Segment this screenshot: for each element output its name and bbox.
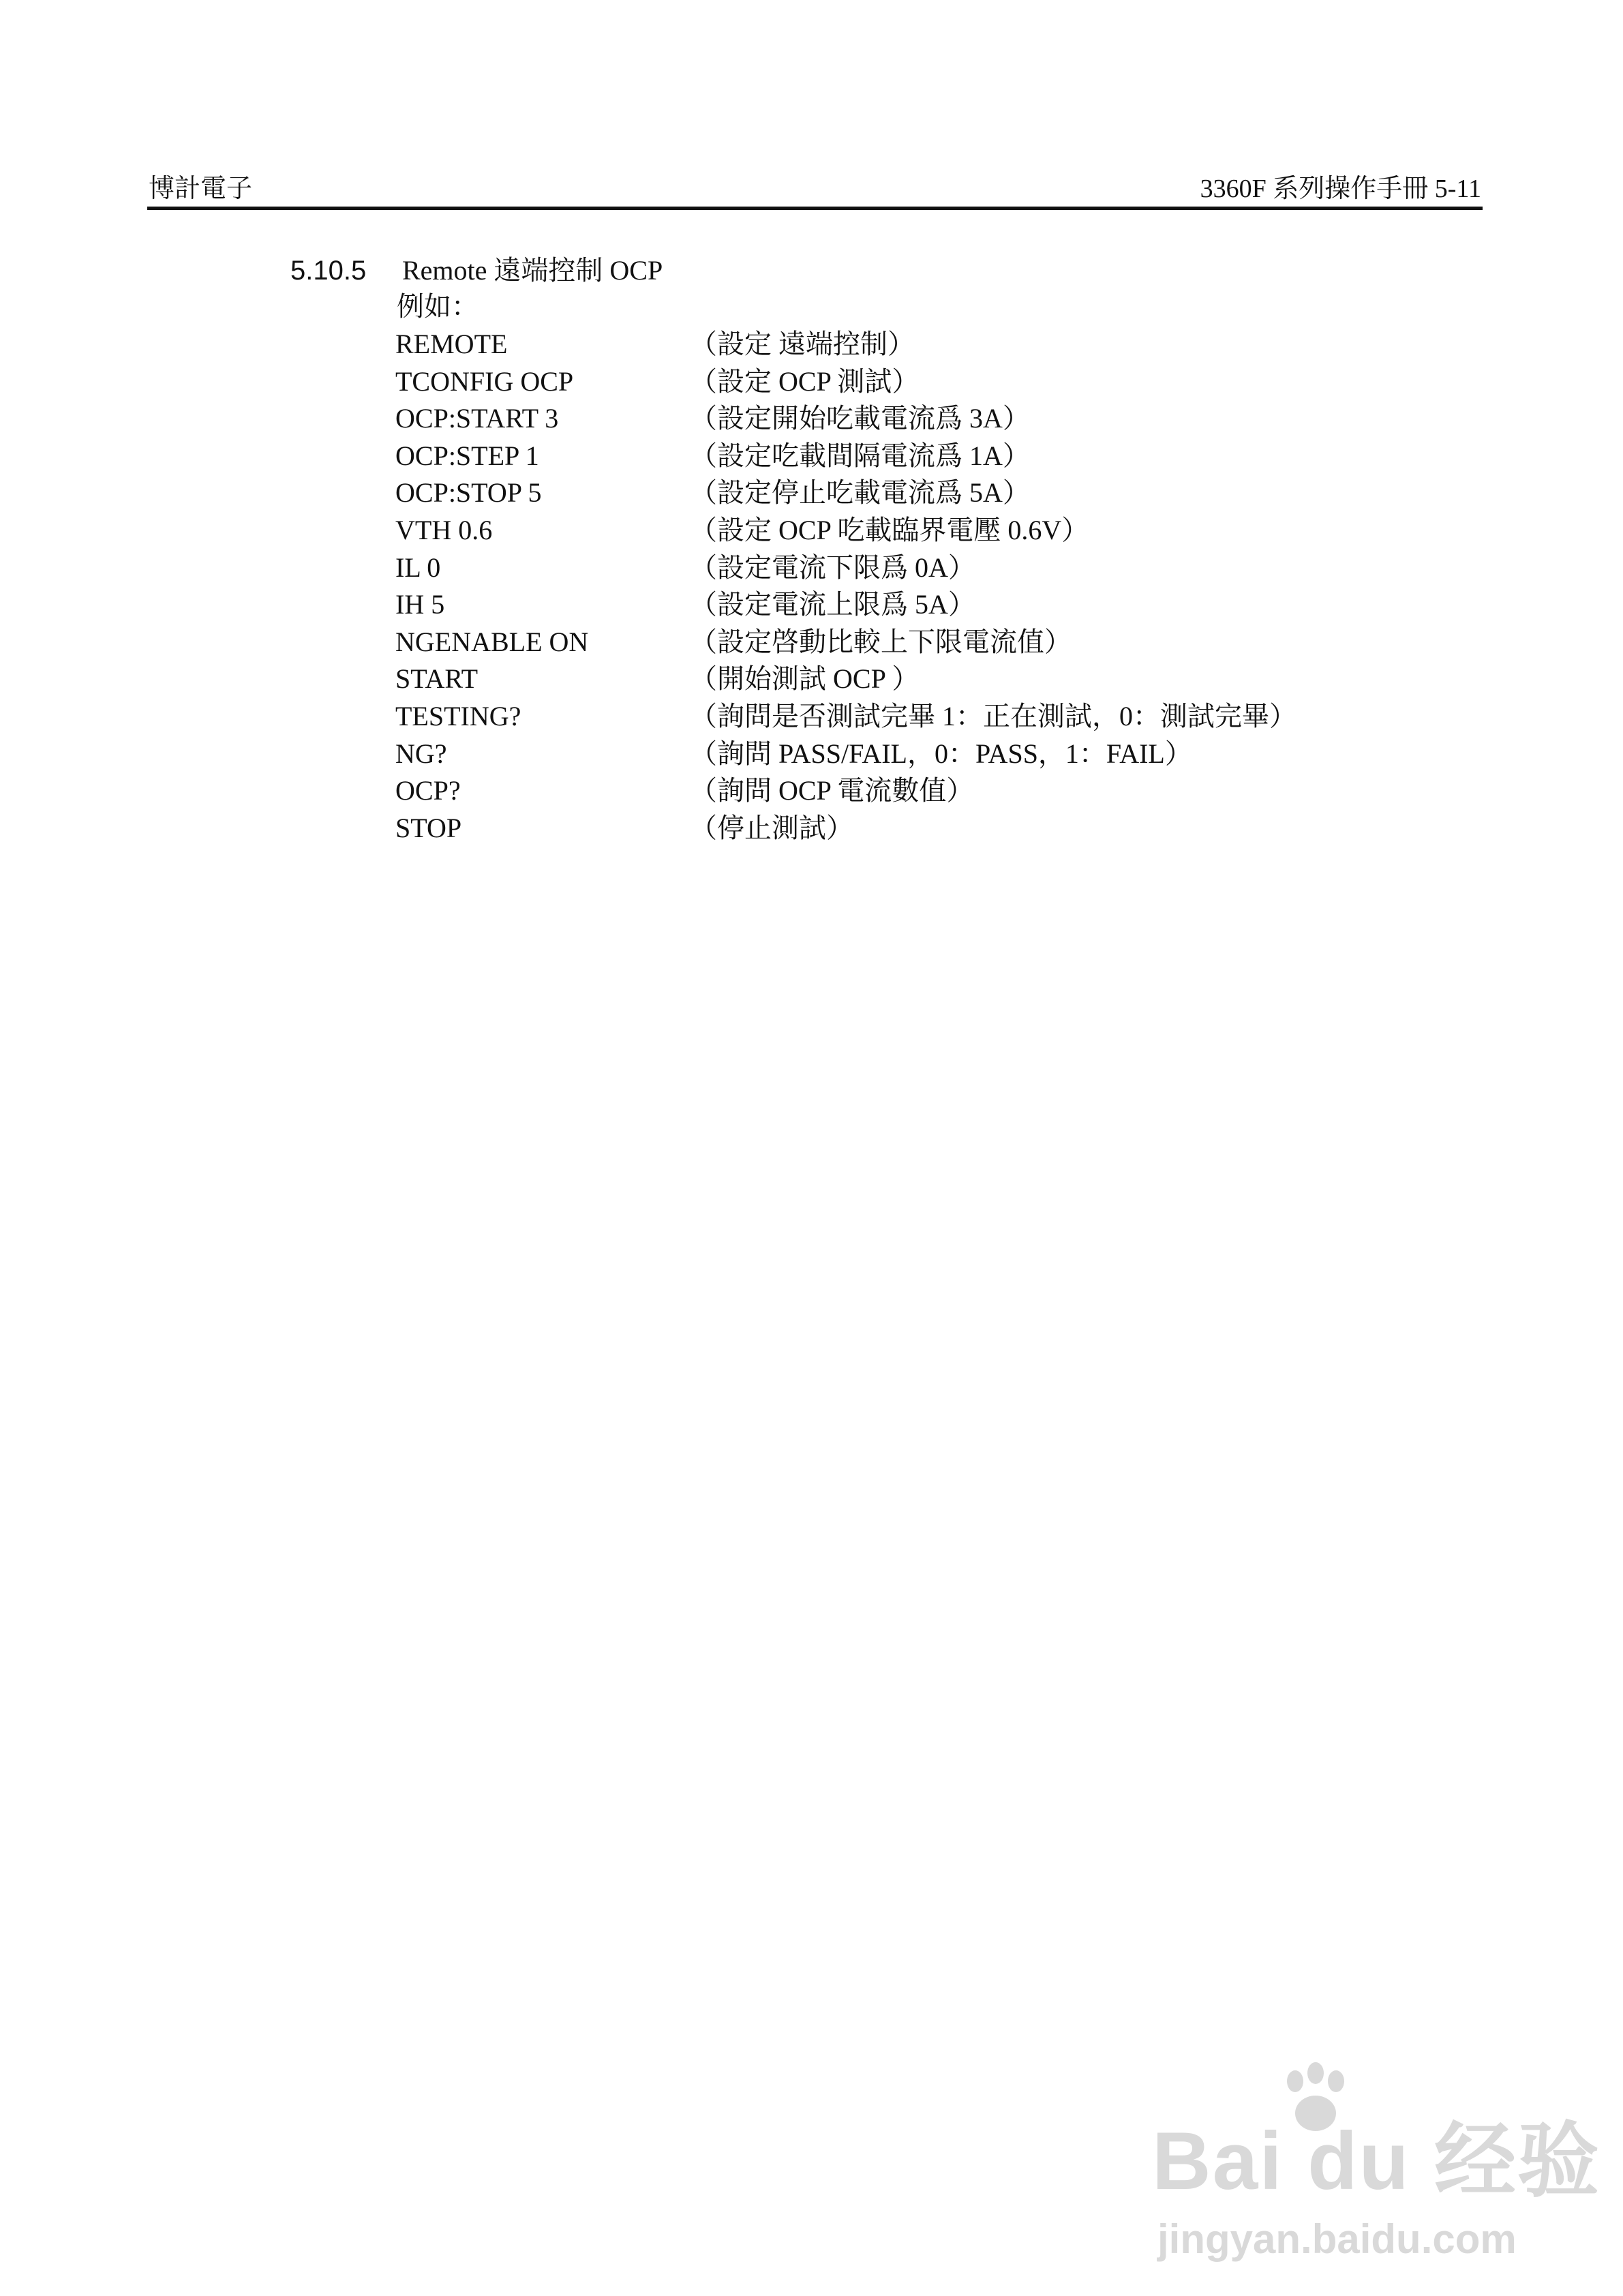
command-text: REMOTE xyxy=(395,329,508,359)
section-number: 5.10.5 xyxy=(290,256,367,286)
command-description: （開始測試 OCP ） xyxy=(690,663,920,695)
section-title: Remote 遠端控制 OCP xyxy=(402,255,663,286)
header-divider xyxy=(147,207,1483,210)
watermark-logo-text: Bai du 经验 xyxy=(1152,2115,1601,2207)
command-text: OCP:START 3 xyxy=(395,403,559,434)
command-description: （設定 遠端控制） xyxy=(690,329,915,359)
command-description: （設定吃載間隔電流爲 1A） xyxy=(690,440,1030,471)
command-description: （詢問是否測試完畢 1：正在測試，0：測試完畢） xyxy=(690,700,1296,731)
command-text: OCP:STOP 5 xyxy=(395,477,542,509)
command-description: （設定 OCP 吃載臨界電壓 0.6V） xyxy=(690,514,1089,545)
command-text: OCP:STEP 1 xyxy=(395,440,539,471)
command-text: IH 5 xyxy=(395,589,445,620)
command-description: （設定開始吃載電流爲 3A） xyxy=(690,403,1030,434)
command-text: TCONFIG OCP xyxy=(395,365,574,397)
command-text: TESTING? xyxy=(395,700,521,731)
command-description: （設定電流上限爲 5A） xyxy=(690,589,975,620)
command-description: （設定 OCP 測試） xyxy=(690,365,920,397)
command-description: （詢問 PASS/FAIL，0：PASS，1：FAIL） xyxy=(690,738,1192,769)
command-text: VTH 0.6 xyxy=(395,514,493,545)
example-label: 例如： xyxy=(397,291,479,322)
command-text: OCP? xyxy=(395,775,461,806)
watermark-url: jingyan.baidu.com xyxy=(1157,2216,1517,2262)
header-company: 博計電子 xyxy=(149,175,253,203)
command-description: （停止測試） xyxy=(690,812,853,843)
baidu-jingyan-watermark xyxy=(1152,2062,1601,2267)
command-text: STOP xyxy=(395,812,462,843)
header-manual-title: 3360F 系列操作手冊 5-11 xyxy=(1200,175,1481,203)
command-text: START xyxy=(395,663,479,695)
command-description: （設定停止吃載電流爲 5A） xyxy=(690,477,1030,509)
command-text: NGENABLE ON xyxy=(395,626,589,657)
command-description: （詢問 OCP 電流數值） xyxy=(690,775,974,806)
command-text: IL 0 xyxy=(395,552,441,583)
command-text: NG? xyxy=(395,738,447,769)
command-description: （設定啓動比較上下限電流值） xyxy=(690,626,1072,657)
command-description: （設定電流下限爲 0A） xyxy=(690,552,975,583)
